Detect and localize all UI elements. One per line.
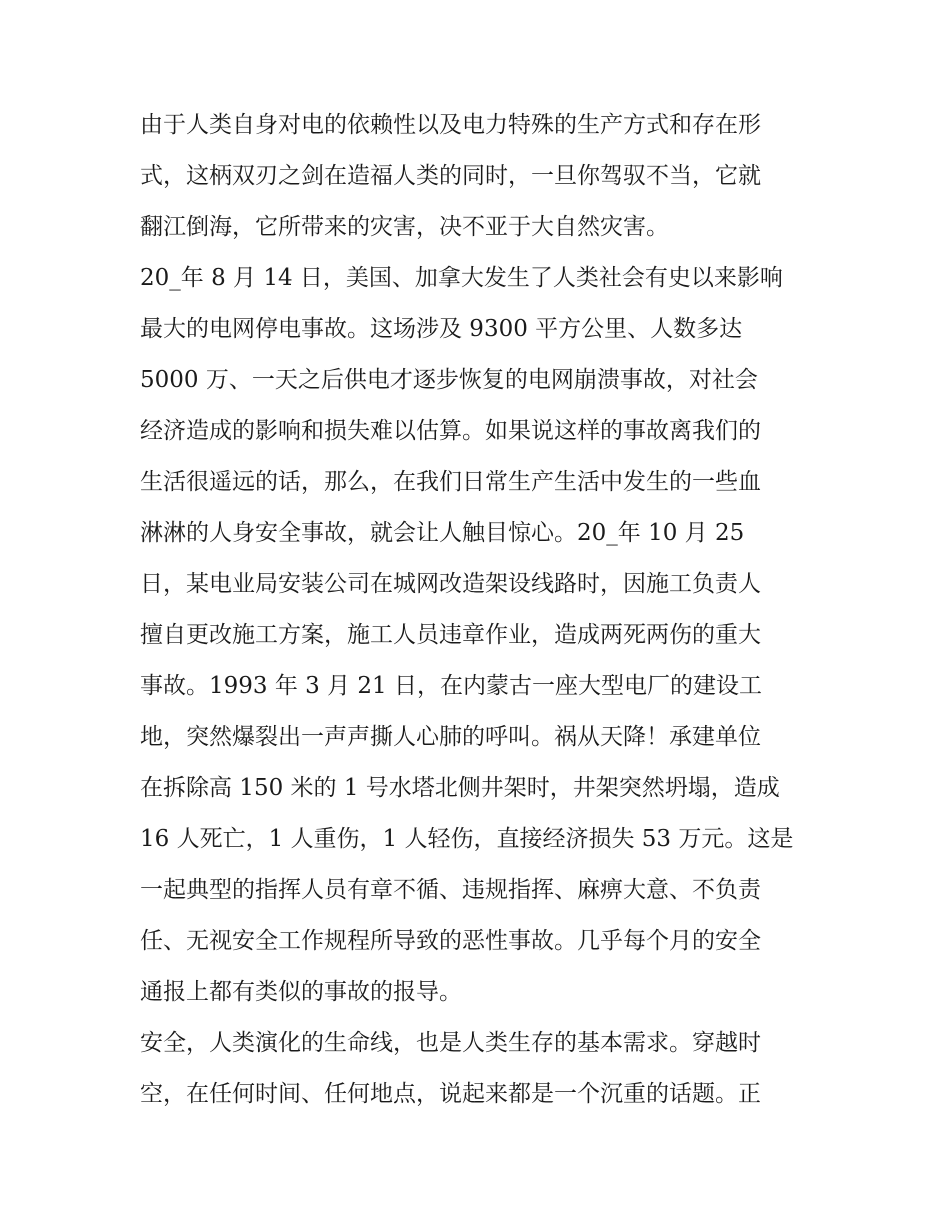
text-line: 日，某电业局安装公司在城网改造架设线路时，因施工负责人 [140,571,761,597]
text-line: 空，在任何时间、任何地点，说起来都是一个沉重的话题。正 [140,1081,761,1107]
text-line: 擅自更改施工方案，施工人员违章作业，造成两死两伤的重大 [140,622,761,648]
text-line: 16 人死亡，1 人重伤，1 人轻伤，直接经济损失 53 万元。这是 [140,826,794,852]
text-line: 20_年 8 月 14 日，美国、加拿大发生了人类社会有史以来影响 [140,265,783,291]
text-line: 由于人类自身对电的依赖性以及电力特殊的生产方式和存在形 [140,112,761,138]
text-line: 经济造成的影响和损失难以估算。如果说这样的事故离我们的 [140,418,761,444]
text-line: 在拆除高 150 米的 1 号水塔北侧井架时，井架突然坍塌，造成 [140,775,780,801]
text-line: 通报上都有类似的事故的报导。 [140,979,462,1005]
body-text [140,100,820,1120]
text-line: 地，突然爆裂出一声声撕人心肺的呼叫。祸从天降！承建单位 [140,724,761,750]
text-line: 5000 万、一天之后供电才逐步恢复的电网崩溃事故，对社会 [140,367,758,393]
text-line: 一起典型的指挥人员有章不循、违规指挥、麻痹大意、不负责 [140,877,761,903]
text-line: 生活很遥远的话，那么，在我们日常生产生活中发生的一些血 [140,469,761,495]
text-line: 翻江倒海，它所带来的灾害，决不亚于大自然灾害。 [140,214,669,240]
text-line: 式，这柄双刃之剑在造福人类的同时，一旦你驾驭不当，它就 [140,163,761,189]
text-line: 事故。1993 年 3 月 21 日，在内蒙古一座大型电厂的建设工 [140,673,762,699]
text-line: 任、无视安全工作规程所导致的恶性事故。几乎每个月的安全 [140,928,761,954]
text-line: 淋淋的人身安全事故，就会让人触目惊心。20_年 10 月 25 [140,520,745,546]
text-line: 最大的电网停电事故。这场涉及 9300 平方公里、人数多达 [140,316,743,342]
text-line: 安全，人类演化的生命线，也是人类生存的基本需求。穿越时 [140,1030,761,1056]
